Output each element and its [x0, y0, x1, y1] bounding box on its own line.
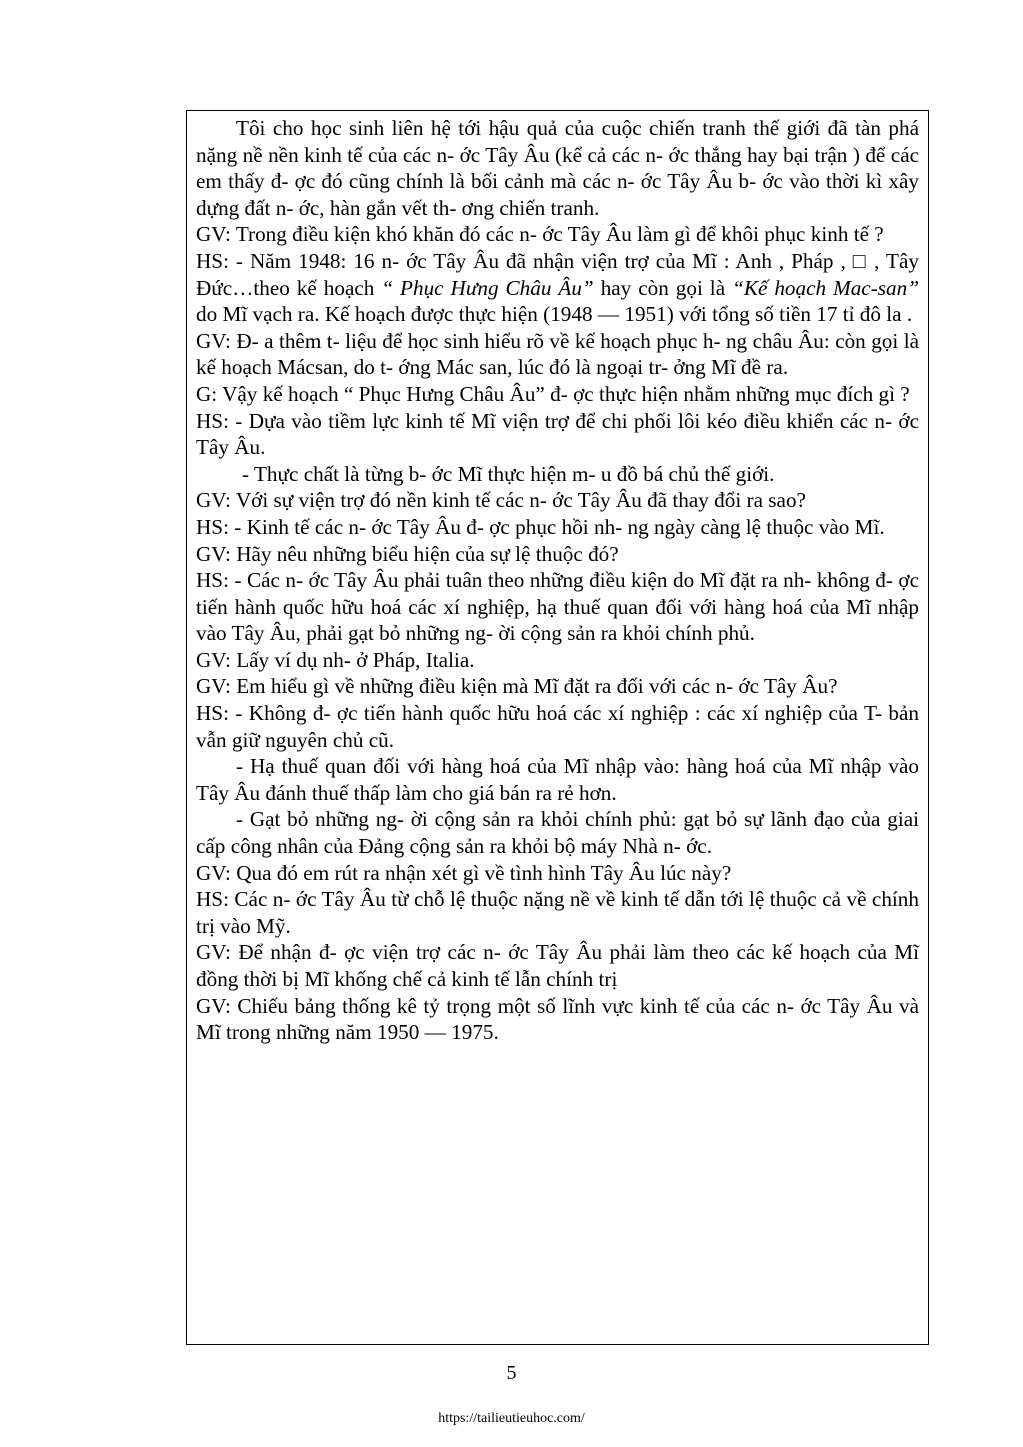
- italic-plan-alias: “Kế hoạch Mac-san”: [732, 275, 919, 300]
- paragraph-gv-statistics: GV: Chiếu bảng thống kê tỷ trọng một số lĩnh vực kinh tế của các n- ớc Tây Âu và Mĩ trong những năm 1950 — 1975.: [196, 993, 919, 1045]
- footer-url[interactable]: https://tailieutieuhoc.com/: [438, 1411, 585, 1426]
- paragraph-hs-answer-economy: HS: - Kinh tế các n- ớc Tây Âu đ- ợc phục hồi nh- ng ngày càng lệ thuộc vào Mĩ.: [196, 514, 885, 539]
- text-segment: hay còn gọi là: [593, 275, 733, 300]
- paragraph-hs-answer-marshall: [196, 248, 919, 328]
- paragraph-gv-question-conditions: GV: Em hiểu gì về những điều kiện mà Mĩ đặt ra đối với các n- ớc Tây Âu?: [196, 674, 838, 699]
- paragraph-hs-answer-dependence: HS: - Các n- ớc Tây Âu phải tuân theo những điều kiện do Mĩ đặt ra nh- không đ- ợc tiến hành quốc hữu hoá các xí nghiệp, hạ thuế quan đối với hàng hoá của Mĩ nhập vào Tây Âu, phải gạt bỏ những ng- ời cộng sản ra khỏi chính phủ.: [196, 568, 919, 646]
- paragraph-gv-question-dependence: GV: Hãy nêu những biểu hiện của sự lệ thuộc đó?: [196, 541, 619, 566]
- paragraph-intro: Tôi cho học sinh liên hệ tới hậu quả của cuộc chiến tranh thế giới đã tàn phá nặng nề nền kinh tế của các n- ớc Tây Âu (kể cả các n- ớc thắng hay bại trận ) để các em thấy đ- ợc đó cũng chính là bối cảnh mà các n- ớc Tây Âu b- ớc vào thời kì xây dựng đất n- ớc, hàn gắn vết th- ơng chiến tranh.: [196, 116, 919, 220]
- paragraph-hs-condition-2: - Hạ thuế quan đối với hàng hoá của Mĩ nhập vào: hàng hoá của Mĩ nhập vào Tây Âu đánh thuế thấp làm cho giá bán ra rẻ hơn.: [196, 754, 919, 805]
- paragraph-gv-example: GV: Lấy ví dụ nh- ở Pháp, Italia.: [196, 647, 475, 672]
- page-number: 5: [506, 1362, 517, 1384]
- paragraph-g-question-purpose: G: Vậy kế hoạch “ Phục Hưng Châu Âu” đ- ợc thực hiện nhằm những mục đích gì ?: [196, 381, 910, 406]
- paragraph-gv-question-economy: GV: Với sự viện trợ đó nền kinh tế các n- ớc Tây Âu đã thay đổi ra sao?: [196, 488, 806, 513]
- paragraph-hs-answer-purpose: HS: - Dựa vào tiềm lực kinh tế Mĩ viện trợ để chi phối lôi kéo điều khiển các n- ớc Tây Âu.: [196, 408, 919, 460]
- lesson-content: [196, 115, 919, 1046]
- paragraph-hs-answer-situation: HS: Các n- ớc Tây Âu từ chỗ lệ thuộc nặng nề về kinh tế dẫn tới lệ thuộc cả về chính trị vào Mỹ.: [196, 887, 919, 938]
- paragraph-hs-condition-1: HS: - Không đ- ợc tiến hành quốc hữu hoá các xí nghiệp : các xí nghiệp của T- bản vẫn giữ nguyên chủ cũ.: [196, 701, 919, 752]
- paragraph-gv-question-situation: GV: Qua đó em rút ra nhận xét gì về tình hình Tây Âu lúc này?: [196, 860, 732, 885]
- paragraph-gv-material: GV: Đ- a thêm t- liệu để học sinh hiểu rõ về kế hoạch phục h- ng châu Âu: còn gọi là kế hoạch Mácsan, do t- ớng Mác san, lúc đó là ngoại tr- ởng Mĩ đề ra.: [196, 328, 919, 380]
- paragraph-gv-question-1: GV: Trong điều kiện khó khăn đó các n- ớc Tây Âu làm gì để khôi phục kinh tế ?: [196, 222, 884, 247]
- paragraph-hs-condition-3: - Gạt bỏ những ng- ời cộng sản ra khỏi chính phủ: gạt bỏ sự lãnh đạo của giai cấp công nhân của Đảng cộng sản ra khỏi bộ máy Nhà n- ớc.: [196, 807, 919, 859]
- text-segment: do Mĩ vạch ra. Kế hoạch được thực hiện (1948 — 1951) với tổng số tiền 17 tỉ đô la .: [196, 302, 913, 327]
- paragraph-hs-purpose-detail: - Thực chất là từng b- ớc Mĩ thực hiện m- u đồ bá chủ thế giới.: [242, 461, 775, 486]
- italic-plan-name: “ Phục Hưng Châu Âu”: [381, 275, 594, 300]
- paragraph-gv-conclusion: GV: Để nhận đ- ợc viện trợ các n- ớc Tây Âu phải làm theo các kế hoạch của Mĩ đồng thời bị Mĩ khống chế cả kinh tế lẫn chính trị: [196, 940, 919, 991]
- text-segment: HS: - Năm 1948: 16 n- ớc Tây Âu đã nhận viện trợ của Mĩ : Anh , Pháp , □ , Tây Đức…theo kế hoạch: [196, 248, 919, 300]
- content-frame: [186, 110, 929, 1345]
